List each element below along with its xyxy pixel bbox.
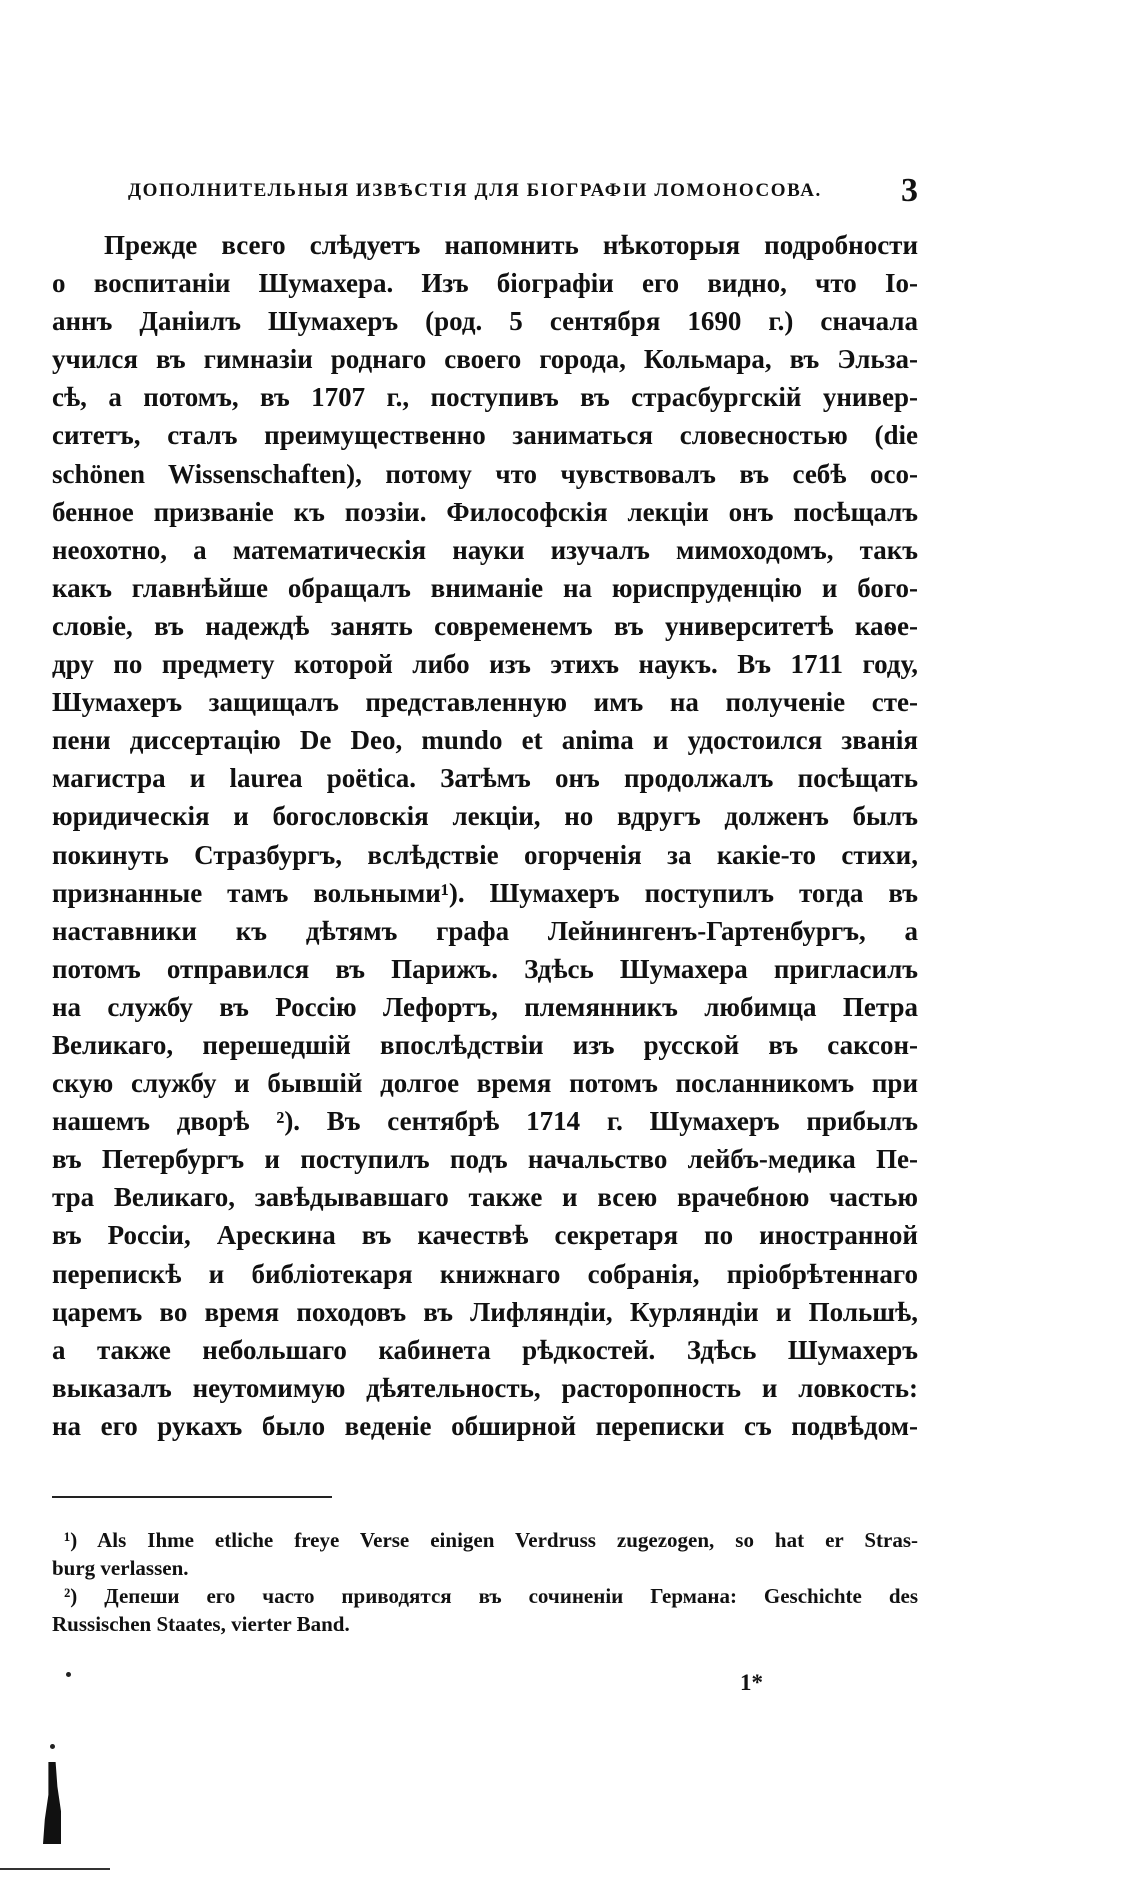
text-line: скую службу и бывшій долгое время потомъ посланникомъ при	[52, 1068, 918, 1099]
running-title: ДОПОЛНИТЕЛЬНЫЯ ИЗВѢСТІЯ ДЛЯ БІОГРАФІИ ЛОМОНОСОВА.	[128, 180, 822, 201]
text-line: а также небольшаго кабинета рѣдкостей. Здѣсь Шумахеръ	[52, 1334, 918, 1365]
text-line: перепискѣ и библіотекаря книжнаго собранія, пріобрѣтеннаго	[52, 1258, 918, 1289]
signature-mark: 1*	[740, 1670, 763, 1695]
footnote-line: ¹) Als Ihme etliche freye Verse einigen Verdruss zugezogen, so hat er Stras-	[64, 1528, 918, 1552]
text-line: нашемъ дворѣ ²). Въ сентябрѣ 1714 г. Шумахеръ прибылъ	[52, 1106, 918, 1137]
footnote-line: burg verlassen.	[52, 1556, 189, 1580]
text-line: ситетъ, сталъ преимущественно заниматься словесностью (die	[52, 420, 918, 451]
main-text	[52, 226, 918, 1445]
text-line: аннъ Даніилъ Шумахеръ (род. 5 сентября 1690 г.) сначала	[52, 306, 918, 337]
text-line: Прежде всего слѣдуетъ напомнить нѣкоторыя подробности	[104, 230, 918, 260]
text-line: словіе, въ надеждѣ занять современемъ въ университетѣ каѳе-	[52, 610, 918, 641]
text-line: неохотно, а математическія науки изучалъ мимоходомъ, такъ	[52, 534, 918, 565]
text-line: пени диссертацію De Deo, mundo et anima и удостоился званія	[52, 725, 918, 756]
footnote-line: Russischen Staates, vierter Band.	[52, 1612, 350, 1636]
text-line: сѣ, а потомъ, въ 1707 г., поступивъ въ страсбургскій универ-	[52, 382, 918, 413]
text-line: Великаго, перешедшій впослѣдствіи изъ русской въ саксон-	[52, 1029, 918, 1060]
stray-dot	[66, 1672, 71, 1677]
text-line: на его рукахъ было веденіе обширной переписки съ подвѣдом-	[52, 1410, 918, 1441]
text-line: на службу въ Россію Лефортъ, племянникъ любимца Петра	[52, 991, 918, 1022]
text-line: въ Россіи, Арескина въ качествѣ секретаря по иностранной	[52, 1220, 918, 1251]
text-line: потомъ отправился въ Парижъ. Здѣсь Шумахера пригласилъ	[52, 953, 918, 984]
text-line: наставники къ дѣтямъ графа Лейнингенъ-Гартенбургъ, а	[52, 915, 918, 946]
text-line: юридическія и богословскія лекціи, но вдругъ долженъ былъ	[52, 801, 918, 832]
text-line: о воспитаніи Шумахера. Изъ біографіи его видно, что Іо-	[52, 268, 918, 299]
footnotes	[52, 1526, 918, 1638]
text-line: учился въ гимназіи роднаго своего города, Кольмара, въ Эльза-	[52, 344, 918, 375]
text-line: schönen Wissenschaften), потому что чувствовалъ въ себѣ осо-	[52, 458, 918, 489]
footnote-rule	[52, 1496, 332, 1498]
text-line: магистра и laurea poëtica. Затѣмъ онъ продолжалъ посѣщать	[52, 763, 918, 794]
text-line: признанные тамъ вольными¹). Шумахеръ поступилъ тогда въ	[52, 877, 918, 908]
stray-dot	[50, 1744, 55, 1749]
running-head	[128, 172, 918, 209]
margin-ink-mark	[43, 1762, 61, 1844]
bottom-edge-line	[0, 1868, 110, 1870]
text-line: въ Петербургъ и поступилъ подъ начальство лейбъ-медика Пе-	[52, 1144, 918, 1175]
text-line: выказалъ неутомимую дѣятельность, расторопность и ловкость:	[52, 1372, 918, 1403]
text-line: какъ главнѣйше обращалъ вниманіе на юриспруденцію и бого-	[52, 572, 918, 603]
text-line: покинуть Стразбургъ, вслѣдствіе огорченія за какіе-то стихи,	[52, 839, 918, 870]
text-line: царемъ во время походовъ въ Лифляндіи, Курляндіи и Польшѣ,	[52, 1296, 918, 1327]
footnote-line: ²) Депеши его часто приводятся въ сочиненіи Германа: Geschichte des	[64, 1584, 918, 1608]
text-line: тра Великаго, завѣдывавшаго также и всею врачебною частью	[52, 1182, 918, 1213]
text-line: дру по предмету которой либо изъ этихъ наукъ. Въ 1711 году,	[52, 649, 918, 680]
page-number: 3	[901, 172, 918, 209]
text-line: бенное призваніе къ поэзіи. Философскія лекціи онъ посѣщалъ	[52, 496, 918, 527]
text-line: Шумахеръ защищалъ представленную имъ на полученіе сте-	[52, 687, 918, 718]
